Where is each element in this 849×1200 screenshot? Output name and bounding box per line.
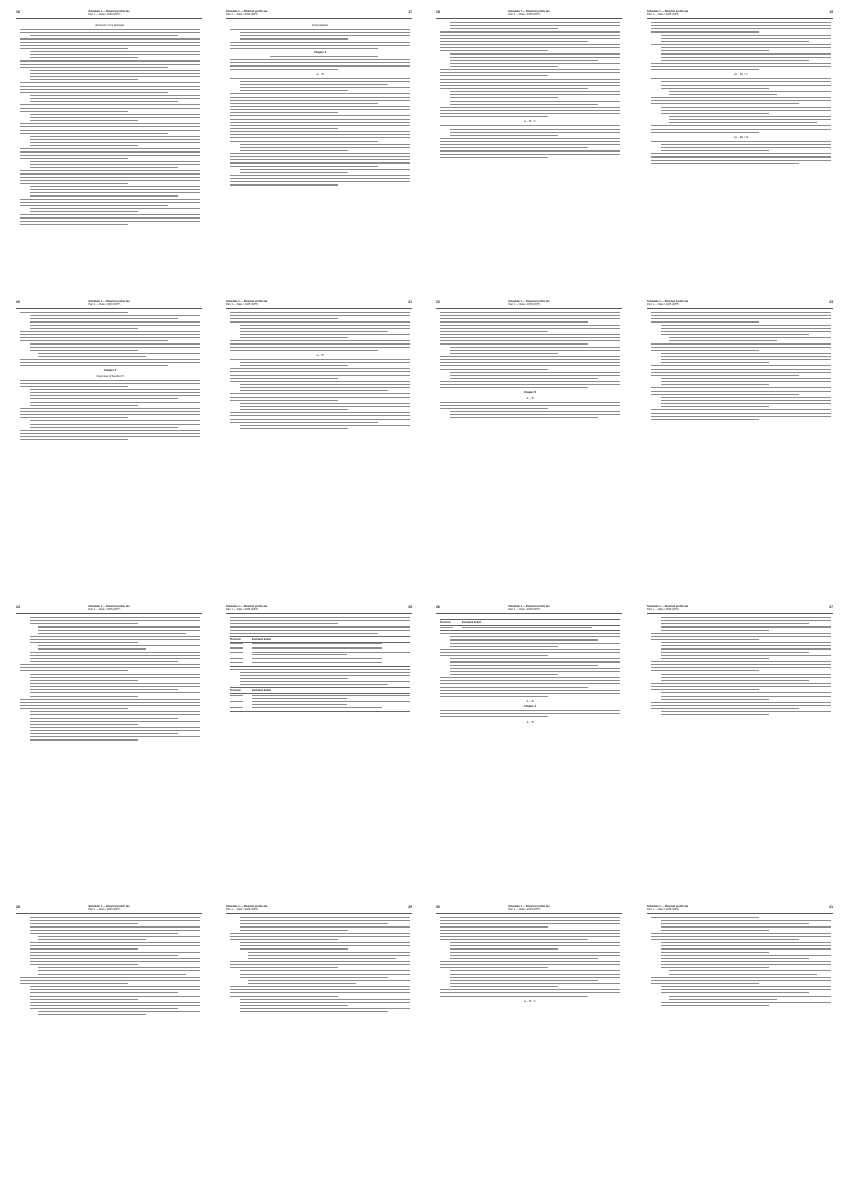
page-17 [224, 10, 414, 283]
page-body [230, 22, 410, 281]
page-31 [645, 905, 835, 1178]
running-head: Schedule 1 — Diverted profits tax Part 1 — Rate / 2025 (DPT) [647, 300, 689, 307]
header-rule [16, 913, 202, 914]
page-header [224, 10, 414, 22]
page-number: 27 [829, 605, 833, 609]
page-24 [14, 605, 204, 878]
page-number: 23 [829, 300, 833, 304]
running-head: Schedule 1 — Diverted profits tax Part 1 — Rate / 2025 (DPT) [508, 10, 550, 17]
page-number: 25 [408, 605, 412, 609]
formula: A − B [316, 71, 324, 76]
page-body [651, 917, 831, 1176]
page-number: 18 [436, 10, 440, 14]
header-rule [226, 308, 412, 309]
running-head: Schedule 1 — Diverted profits tax Part 1 — Rate / 2025 (DPT) [226, 605, 268, 612]
header-rule [226, 18, 412, 19]
page-header [224, 605, 414, 617]
formula: A − B [526, 719, 534, 724]
running-head: Schedule 1 — Diverted profits tax Part 1 — Rate / 2025 (DPT) [508, 905, 550, 912]
page-header [14, 605, 204, 617]
header-rule [16, 613, 202, 614]
page-number: 20 [16, 300, 20, 304]
header-rule [436, 613, 622, 614]
page-header [14, 300, 204, 312]
page-number: 22 [436, 300, 440, 304]
running-head: Schedule 1 — Diverted profits tax Part 1 — Rate / 2025 (DPT) [226, 905, 268, 912]
header-rule [436, 308, 622, 309]
page-body [230, 917, 410, 1176]
page-body [440, 917, 620, 1176]
running-head: Schedule 1 — Diverted profits tax Part 1 — Rate / 2025 (DPT) [226, 10, 268, 17]
running-head: Schedule 1 — Diverted profits tax Part 1 — Rate / 2025 (DPT) [508, 605, 550, 612]
header-rule [16, 308, 202, 309]
running-head: Schedule 1 — Diverted profits tax Part 1 — Rate / 2025 (DPT) [88, 10, 130, 17]
header-rule [647, 18, 833, 19]
page-body [651, 617, 831, 876]
excluded-debits-table: Provision Excluded debits [230, 636, 410, 667]
page-number: 29 [408, 905, 412, 909]
header-rule [647, 613, 833, 614]
page-20 [14, 300, 204, 573]
page-number: 31 [829, 905, 833, 909]
page-body [440, 22, 620, 281]
page-28 [14, 905, 204, 1178]
running-head: Schedule 1 — Diverted profits tax Part 1 — Rate / 2025 (DPT) [88, 605, 130, 612]
section-heading: Interpretation [311, 23, 329, 27]
page-header [645, 605, 835, 617]
chapter-label: Chapter 4 [313, 50, 327, 54]
header-rule [226, 913, 412, 914]
page-number: 26 [436, 605, 440, 609]
page-body [20, 617, 200, 876]
formula: (A − B) × D [733, 134, 749, 139]
page-21 [224, 300, 414, 573]
page-header [645, 905, 835, 917]
excluded-debits-table-3: Provision Excluded debits [440, 619, 620, 631]
page-29 [224, 905, 414, 1178]
running-head: Schedule 1 — Diverted profits tax Part 1 — Rate / 2025 (DPT) [88, 300, 130, 307]
header-rule [16, 18, 202, 19]
page-number: 21 [408, 300, 412, 304]
chapter-label: Chapter 4 [523, 705, 537, 709]
page-body [20, 22, 200, 281]
page-number: 28 [16, 905, 20, 909]
page-26 [434, 605, 624, 878]
page-number: 16 [16, 10, 20, 14]
running-head: Schedule 1 — Diverted profits tax Part 1 — Rate / 2025 (DPT) [88, 905, 130, 912]
page-18 [434, 10, 624, 283]
excluded-debits-table-2: Provision Excluded debits [230, 687, 410, 712]
chapter-label: Chapter 5 [103, 368, 117, 372]
page-16 [14, 10, 204, 283]
page-header [434, 605, 624, 617]
page-header [14, 10, 204, 22]
page-body [440, 312, 620, 571]
header-rule [647, 913, 833, 914]
page-number: 24 [16, 605, 20, 609]
page-body [20, 312, 200, 571]
header-rule [436, 913, 622, 914]
page-header [434, 905, 624, 917]
section-heading: Exclusion of a taxpayer [95, 23, 125, 27]
page-19 [645, 10, 835, 283]
page-header [434, 300, 624, 312]
page-number: 17 [408, 10, 412, 14]
page-30 [434, 905, 624, 1178]
header-rule [647, 308, 833, 309]
running-head: Schedule 1 — Diverted profits tax Part 1 — Rate / 2025 (DPT) [647, 605, 689, 612]
formula: A − B [316, 352, 324, 357]
formula: A − B [526, 395, 534, 400]
page-body [230, 617, 410, 876]
section-heading: Overview of Section 8 [96, 373, 124, 378]
page-25 [224, 605, 414, 878]
page-23 [645, 300, 835, 573]
page-header [434, 10, 624, 22]
page-header [14, 905, 204, 917]
page-header [224, 300, 414, 312]
chapter-label: Chapter 6 [523, 390, 537, 394]
page-22 [434, 300, 624, 573]
running-head: Schedule 1 — Diverted profits tax Part 1 — Rate / 2025 (DPT) [647, 10, 689, 17]
running-head: Schedule 1 — Diverted profits tax Part 1 — Rate / 2025 (DPT) [647, 905, 689, 912]
page-body [651, 312, 831, 571]
page-body [651, 22, 831, 281]
page-body [230, 312, 410, 571]
page-header [224, 905, 414, 917]
page-header [645, 10, 835, 22]
header-rule [436, 18, 622, 19]
running-head: Schedule 1 — Diverted profits tax Part 1 — Rate / 2025 (DPT) [508, 300, 550, 307]
page-body [20, 917, 200, 1176]
page-number: 19 [829, 10, 833, 14]
formula: A − B − C [523, 998, 537, 1003]
page-header [645, 300, 835, 312]
formula: A − B [526, 699, 534, 704]
page-27 [645, 605, 835, 878]
page-number: 30 [436, 905, 440, 909]
formula: A − B − C [523, 119, 537, 124]
running-head: Schedule 1 — Diverted profits tax Part 1 — Rate / 2025 (DPT) [226, 300, 268, 307]
page-body [440, 617, 620, 876]
header-rule [226, 613, 412, 614]
formula: (A − B) × C [733, 72, 749, 77]
